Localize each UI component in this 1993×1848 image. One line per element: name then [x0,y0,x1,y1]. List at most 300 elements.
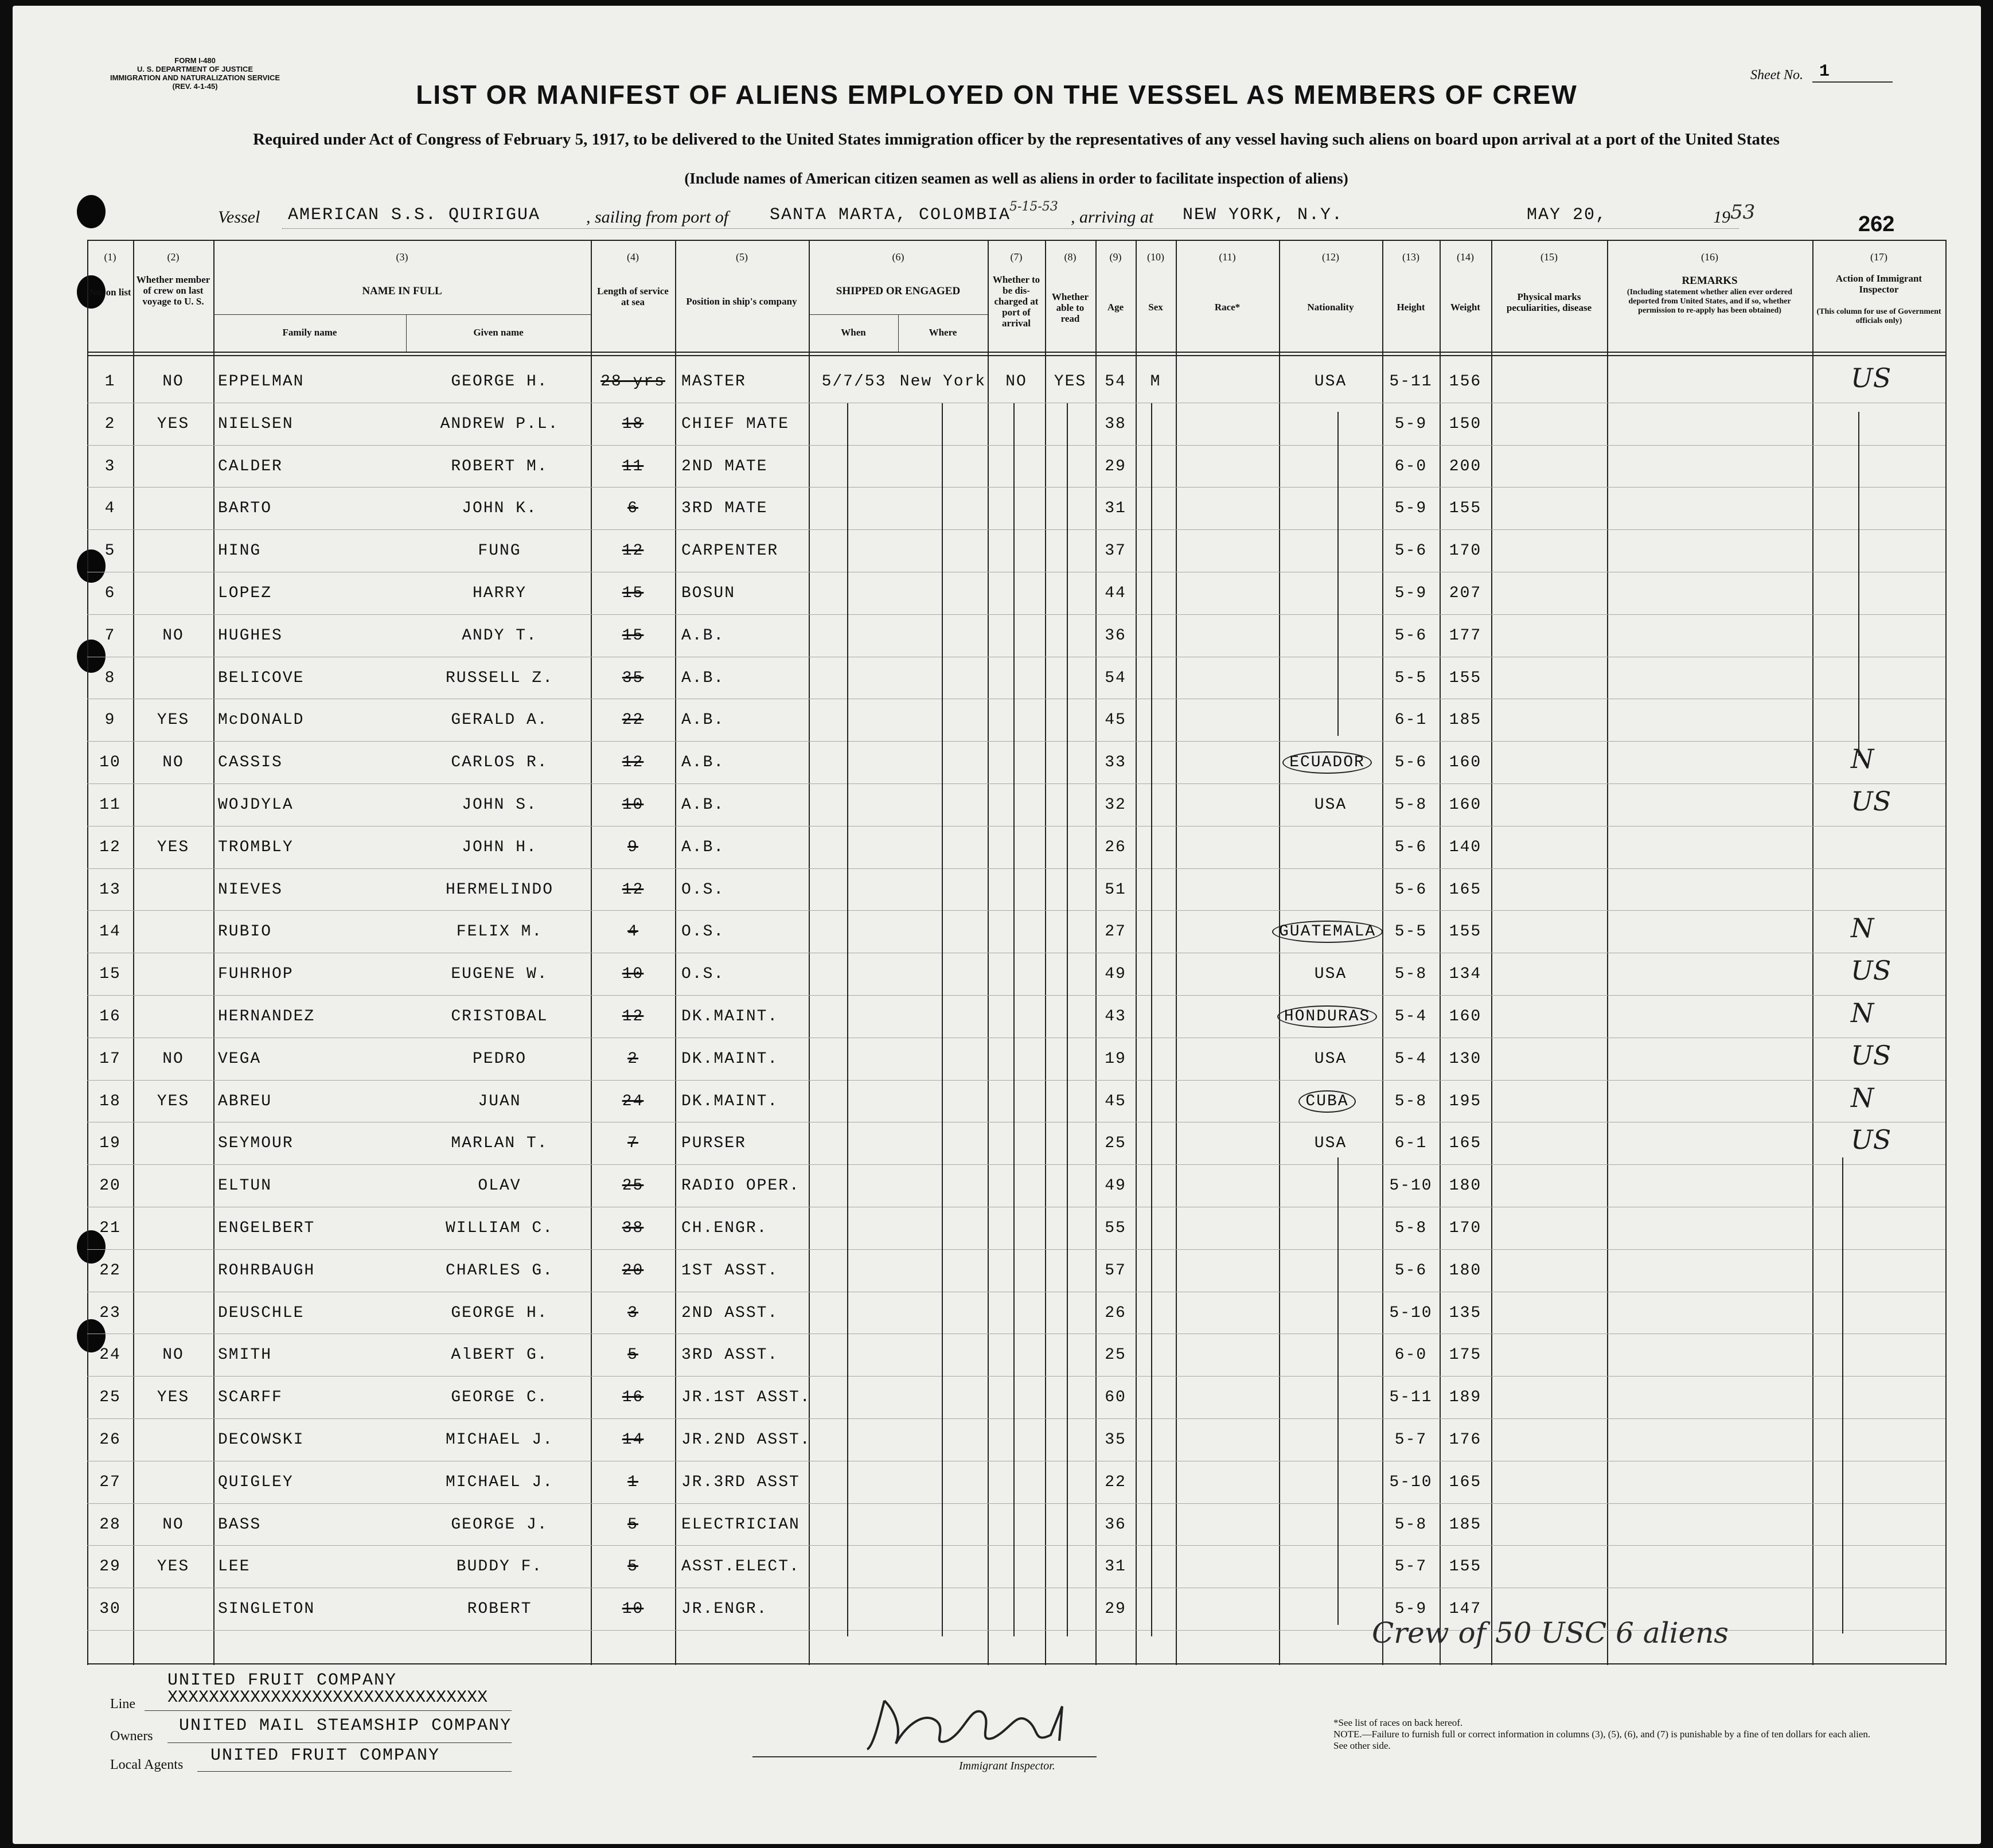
weight-cell: 155 [1449,1558,1482,1576]
height-cell: 6-0 [1394,1346,1428,1364]
punch-hole [77,195,106,228]
given-name-cell: CARLOS R. [451,754,548,772]
service-cell: 11 [622,457,644,475]
service-cell: 12 [622,542,644,560]
position-cell: 2ND ASST. [681,1304,779,1322]
row-number: 30 [99,1600,121,1619]
ditto-mark [942,403,943,1636]
inspector-action-mark: US [1851,1124,1891,1156]
weight-cell: 177 [1449,626,1482,645]
row-number: 9 [104,711,116,730]
row-number: 3 [104,457,116,475]
column-number: (11) [1219,251,1236,263]
age-cell: 35 [1105,1431,1126,1449]
given-name-cell: GEORGE H. [451,1304,548,1322]
position-cell: A.B. [681,754,725,772]
header-service: Length of service at sea [597,286,669,307]
owners-value: UNITED MAIL STEAMSHIP COMPANY [179,1716,512,1736]
row-number: 6 [104,584,116,602]
ditto-mark [1013,403,1015,1636]
nationality-cell: ECUADOR [1279,754,1382,771]
header-nationality: Nationality [1307,302,1354,313]
line-value: UNITED FRUIT COMPANY [167,1671,397,1690]
age-cell: 45 [1105,711,1126,730]
position-cell: DK.MAINT. [681,1050,779,1068]
header-family-name: Family name [282,327,337,338]
given-name-cell: RUSSELL Z. [445,669,554,687]
given-name-cell: JOHN S. [462,796,537,814]
service-cell: 12 [622,1008,644,1026]
inspector-action-mark: US [1851,1039,1891,1071]
row-number: 13 [99,880,121,899]
service-cell: 5 [627,1346,638,1364]
inspector-label: Immigrant Inspector. [959,1760,1055,1772]
given-name-cell: MARLAN T. [451,1134,548,1153]
row-number: 25 [99,1389,121,1407]
nationality-cell: USA [1314,1134,1347,1153]
given-name-cell: ROBERT M. [451,457,548,475]
weight-cell: 165 [1449,880,1482,899]
last-voyage-cell: YES [157,711,190,730]
given-name-cell: AlBERT G. [451,1346,548,1364]
ditto-mark [1337,1157,1339,1625]
given-name-cell: JOHN H. [462,838,537,856]
line-label: Line [110,1697,135,1711]
last-voyage-cell: YES [157,838,190,856]
header-no: No. on list [89,287,131,298]
column-number: (5) [736,251,748,263]
footnote [1333,1717,1878,1752]
age-cell: 38 [1105,415,1126,433]
family-name-cell: ROHRBAUGH [218,1261,315,1280]
weight-cell: 170 [1449,1219,1482,1237]
arrival-year: 53 [1730,201,1756,224]
last-voyage-cell: NO [162,373,184,391]
service-cell: 22 [622,711,644,730]
family-name-cell: HING [218,542,262,560]
column-number: (9) [1109,251,1122,263]
row-number: 27 [99,1473,121,1491]
family-name-cell: SEYMOUR [218,1134,294,1153]
shipped-where-cell: New York [899,373,986,391]
row-number: 8 [104,669,116,687]
service-cell: 12 [622,754,644,772]
service-cell: 3 [627,1304,638,1322]
service-cell: 20 [622,1261,644,1280]
inspector-action-mark: N [1851,743,1874,775]
last-voyage-cell: NO [162,1515,184,1534]
family-name-cell: SCARFF [218,1389,283,1407]
given-name-cell: MICHAEL J. [445,1431,554,1449]
row-number: 15 [99,965,121,984]
family-name-cell: HERNANDEZ [218,1008,315,1026]
column-number: (4) [627,251,639,263]
row-number: 20 [99,1177,121,1195]
service-cell: 25 [622,1177,644,1195]
sheet-label: Sheet No. [1750,68,1803,83]
given-name-cell: GEORGE H. [451,373,548,391]
family-name-cell: RUBIO [218,923,272,941]
family-name-cell: ABREU [218,1092,272,1110]
footnote-penalty: NOTE.—Failure to furnish full or correct information in columns (3), (5), (6), and (7) is punishable by a fine of ten dollars for each alien. See other side. [1333,1729,1871,1751]
height-cell: 5-10 [1389,1177,1433,1195]
service-cell: 16 [622,1389,644,1407]
last-voyage-cell: YES [157,1092,190,1110]
height-cell: 5-8 [1394,1515,1428,1534]
weight-cell: 155 [1449,500,1482,518]
port-from: SANTA MARTA, COLOMBIA [770,205,1011,225]
service-cell: 10 [622,965,644,984]
given-name-cell: MICHAEL J. [445,1473,554,1491]
position-cell: O.S. [681,923,725,941]
manifest-sheet [13,6,1981,1844]
age-cell: 32 [1105,796,1126,814]
age-cell: 31 [1105,1558,1126,1576]
age-cell: 19 [1105,1050,1126,1068]
column-number: (13) [1402,251,1419,263]
row-number: 17 [99,1050,121,1068]
ditto-mark [1842,1157,1843,1633]
position-cell: ELECTRICIAN [681,1515,800,1534]
age-cell: 49 [1105,965,1126,984]
last-voyage-cell: NO [162,1346,184,1364]
family-name-cell: BARTO [218,500,272,518]
height-cell: 6-1 [1394,711,1428,730]
sailing-label: , sailing from port of [586,208,729,227]
family-name-cell: DEUSCHLE [218,1304,305,1322]
header-given-name: Given name [473,327,524,338]
family-name-cell: SMITH [218,1346,272,1364]
height-cell: 5-5 [1394,923,1428,941]
header-sex: Sex [1148,302,1163,313]
age-cell: 25 [1105,1346,1126,1364]
given-name-cell: CHARLES G. [445,1261,554,1280]
inspector-action-mark: N [1851,1082,1874,1113]
position-cell: MASTER [681,373,746,391]
header-remarks-note: (Including statement whether alien ever ordered deported from United States, and if so, whether permission to re-apply has been obtained) [1627,288,1793,315]
service-cell: 6 [627,500,638,518]
position-cell: ASST.ELECT. [681,1558,800,1576]
header-action-note: (This column for use of Government officials only) [1816,307,1941,325]
given-name-cell: FELIX M. [456,923,543,941]
service-cell: 2 [627,1050,638,1068]
vessel-name: AMERICAN S.S. QUIRIGUA [288,205,541,225]
height-cell: 5-9 [1394,415,1428,433]
age-cell: 45 [1105,1092,1126,1110]
header-height: Height [1397,302,1425,313]
row-number: 12 [99,838,121,856]
weight-cell: 155 [1449,669,1482,687]
ditto-mark [1067,403,1068,1636]
inspector-line [752,1756,1097,1757]
age-cell: 60 [1105,1389,1126,1407]
position-cell: A.B. [681,711,725,730]
sheet-number: 1 [1819,62,1831,81]
crew-table [87,240,1945,1665]
position-cell: O.S. [681,965,725,984]
family-name-cell: DECOWSKI [218,1431,305,1449]
nationality-cell: GUATEMALA [1279,923,1382,941]
height-cell: 5-6 [1394,880,1428,899]
service-cell: 1 [627,1473,638,1491]
service: IMMIGRATION AND NATURALIZATION SERVICE [110,73,280,82]
height-cell: 5-6 [1394,1261,1428,1280]
row-number: 4 [104,500,116,518]
header-where: Where [929,327,957,338]
last-voyage-cell: NO [162,754,184,772]
service-cell: 4 [627,923,638,941]
nationality-cell: USA [1314,796,1347,814]
service-cell: 15 [622,626,644,645]
height-cell: 5-6 [1394,754,1428,772]
service-cell: 10 [622,1600,644,1619]
ditto-mark [1858,412,1859,756]
position-cell: 3RD MATE [681,500,768,518]
weight-cell: 160 [1449,754,1482,772]
height-cell: 5-9 [1394,584,1428,602]
weight-cell: 207 [1449,584,1482,602]
given-name-cell: HARRY [472,584,526,602]
family-name-cell: TROMBLY [218,838,294,856]
position-cell: A.B. [681,626,725,645]
row-number: 21 [99,1219,121,1237]
given-name-cell: ANDY T. [462,626,537,645]
nationality-cell: HONDURAS [1279,1008,1382,1026]
age-cell: 29 [1105,457,1126,475]
height-cell: 5-6 [1394,626,1428,645]
given-name-cell: PEDRO [472,1050,526,1068]
height-cell: 5-11 [1389,1389,1433,1407]
page-number: 262 [1858,212,1895,236]
weight-cell: 180 [1449,1261,1482,1280]
height-cell: 5-5 [1394,669,1428,687]
position-cell: A.B. [681,796,725,814]
row-number: 1 [104,373,116,391]
age-cell: 37 [1105,542,1126,560]
position-cell: CH.ENGR. [681,1219,768,1237]
last-voyage-cell: NO [162,1050,184,1068]
row-number: 14 [99,923,121,941]
row-number: 18 [99,1092,121,1110]
weight-cell: 165 [1449,1134,1482,1153]
row-number: 22 [99,1261,121,1280]
agents-label: Local Agents [110,1757,184,1772]
weight-cell: 185 [1449,1515,1482,1534]
discharged-cell: NO [1005,373,1027,391]
port-to: NEW YORK, N.Y. [1183,205,1344,225]
position-cell: CHIEF MATE [681,415,790,433]
age-cell: 36 [1105,1515,1126,1534]
position-cell: DK.MAINT. [681,1008,779,1026]
header-action: Action of Immigrant Inspector [1835,273,1922,295]
header-name: NAME IN FULL [362,285,442,297]
header-able-to-read: Whether able to read [1051,291,1089,324]
column-number: (16) [1701,251,1718,263]
inspector-signature [861,1689,1079,1758]
family-name-cell: NIELSEN [218,415,294,433]
column-number: (17) [1870,251,1887,263]
given-name-cell: OLAV [478,1177,521,1195]
column-number: (6) [892,251,904,263]
family-name-cell: EPPELMAN [218,373,305,391]
family-name-cell: LEE [218,1558,251,1576]
service-cell: 15 [622,584,644,602]
weight-cell: 175 [1449,1346,1482,1364]
last-voyage-cell: YES [157,415,190,433]
family-name-cell: ELTUN [218,1177,272,1195]
ditto-mark [1151,403,1152,1636]
weight-cell: 165 [1449,1473,1482,1491]
weight-cell: 195 [1449,1092,1482,1110]
column-number: (3) [396,251,408,263]
weight-cell: 176 [1449,1431,1482,1449]
age-cell: 31 [1105,500,1126,518]
given-name-cell: WILLIAM C. [445,1219,554,1237]
age-cell: 29 [1105,1600,1126,1619]
ditto-mark [1337,412,1339,736]
row-number: 19 [99,1134,121,1153]
position-cell: PURSER [681,1134,746,1153]
inspector-action-mark: US [1851,955,1891,987]
given-name-cell: ANDREW P.L. [440,415,559,433]
given-name-cell: ROBERT [467,1600,532,1619]
given-name-cell: GEORGE C. [451,1389,548,1407]
weight-cell: 130 [1449,1050,1482,1068]
vessel-line [282,228,1739,229]
position-cell: JR.1ST ASST. [681,1389,811,1407]
height-cell: 5-8 [1394,1219,1428,1237]
agents-value: UNITED FRUIT COMPANY [210,1746,440,1765]
height-cell: 5-8 [1394,1092,1428,1110]
weight-cell: 200 [1449,457,1482,475]
given-name-cell: FUNG [478,542,521,560]
age-cell: 25 [1105,1134,1126,1153]
service-cell: 28 yrs [600,373,665,391]
column-number: (8) [1064,251,1077,263]
family-name-cell: SINGLETON [218,1600,315,1619]
family-name-cell: VEGA [218,1050,262,1068]
weight-cell: 135 [1449,1304,1482,1322]
weight-cell: 155 [1449,923,1482,941]
weight-cell: 156 [1449,373,1482,391]
service-cell: 10 [622,796,644,814]
position-cell: 1ST ASST. [681,1261,779,1280]
age-cell: 43 [1105,1008,1126,1026]
height-cell: 5-6 [1394,542,1428,560]
row-number: 16 [99,1008,121,1026]
family-name-cell: BELICOVE [218,669,305,687]
family-name-cell: CALDER [218,457,283,475]
given-name-cell: BUDDY F. [456,1558,543,1576]
row-number: 10 [99,754,121,772]
service-cell: 5 [627,1515,638,1534]
header-position: Position in ship's company [686,296,797,307]
height-cell: 5-10 [1389,1304,1433,1322]
family-name-cell: LOPEZ [218,584,272,602]
footnote-races: *See list of races on back hereof. [1333,1717,1463,1728]
position-cell: JR.3RD ASST [681,1473,800,1491]
given-name-cell: CRISTOBAL [451,1008,548,1026]
owners-label: Owners [110,1729,153,1744]
form-number: FORM I-480 [174,56,216,65]
service-cell: 24 [622,1092,644,1110]
family-name-cell: QUIGLEY [218,1473,294,1491]
weight-cell: 185 [1449,711,1482,730]
service-cell: 7 [627,1134,638,1153]
weight-cell: 160 [1449,1008,1482,1026]
weight-cell: 140 [1449,838,1482,856]
age-cell: 27 [1105,923,1126,941]
header-race: Race* [1214,302,1241,313]
subtitle: Required under Act of Congress of February 5, 1917, to be delivered to the United States immigration officer by the representatives of any vessel having such aliens on board upon arrival at a port of the United States [253,130,1780,149]
shipped-when-cell: 5/7/53 [821,373,887,391]
column-number: (15) [1540,251,1558,263]
height-cell: 5-9 [1394,500,1428,518]
service-cell: 18 [622,415,644,433]
family-name-cell: ENGELBERT [218,1219,315,1237]
header-when: When [841,327,866,338]
header-age: Age [1107,302,1124,313]
row-number: 23 [99,1304,121,1322]
given-name-cell: HERMELINDO [445,880,554,899]
last-voyage-cell: YES [157,1558,190,1576]
family-name-cell: CASSIS [218,754,283,772]
weight-cell: 180 [1449,1177,1482,1195]
nationality-cell: CUBA [1279,1093,1382,1110]
service-cell: 35 [622,669,644,687]
inspector-action-mark: US [1851,786,1891,817]
position-cell: BOSUN [681,584,736,602]
age-cell: 26 [1105,838,1126,856]
last-voyage-cell: NO [162,626,184,645]
age-cell: 44 [1105,584,1126,602]
weight-cell: 150 [1449,415,1482,433]
height-cell: 6-1 [1394,1134,1428,1153]
family-name-cell: HUGHES [218,626,283,645]
age-cell: 54 [1105,373,1126,391]
inspector-action-mark: N [1851,997,1874,1028]
family-name-cell: McDONALD [218,711,305,730]
position-cell: A.B. [681,838,725,856]
header-discharged: Whether to be dis-charged at port of arrival [992,274,1040,329]
position-cell: 3RD ASST. [681,1346,779,1364]
column-number: (7) [1010,251,1023,263]
year-prefix: 19 [1713,208,1730,227]
family-name-cell: WOJDYLA [218,796,294,814]
service-cell: 14 [622,1431,644,1449]
subtitle-note: (Include names of American citizen seamen as well as aliens in order to facilitate inspection of aliens) [684,170,1348,187]
vessel-label: Vessel [218,208,260,227]
given-name-cell: JOHN K. [462,500,537,518]
header-shipped: SHIPPED OR ENGAGED [836,285,961,297]
height-cell: 5-4 [1394,1008,1428,1026]
ditto-mark [847,403,848,1636]
revision: (REV. 4-1-45) [172,82,218,91]
height-cell: 5-8 [1394,965,1428,984]
height-cell: 5-9 [1394,1600,1428,1619]
port-date-note: 5-15-53 [1009,200,1058,214]
weight-cell: 170 [1449,542,1482,560]
row-number: 11 [99,796,121,814]
department: U. S. DEPARTMENT OF JUSTICE [137,65,253,73]
weight-cell: 134 [1449,965,1482,984]
service-cell: 12 [622,880,644,899]
position-cell: JR.2ND ASST. [681,1431,811,1449]
age-cell: 54 [1105,669,1126,687]
family-name-cell: FUHRHOP [218,965,294,984]
position-cell: RADIO OPER. [681,1177,800,1195]
header-physical-marks: Physical marks peculiarities, disease [1506,291,1592,313]
